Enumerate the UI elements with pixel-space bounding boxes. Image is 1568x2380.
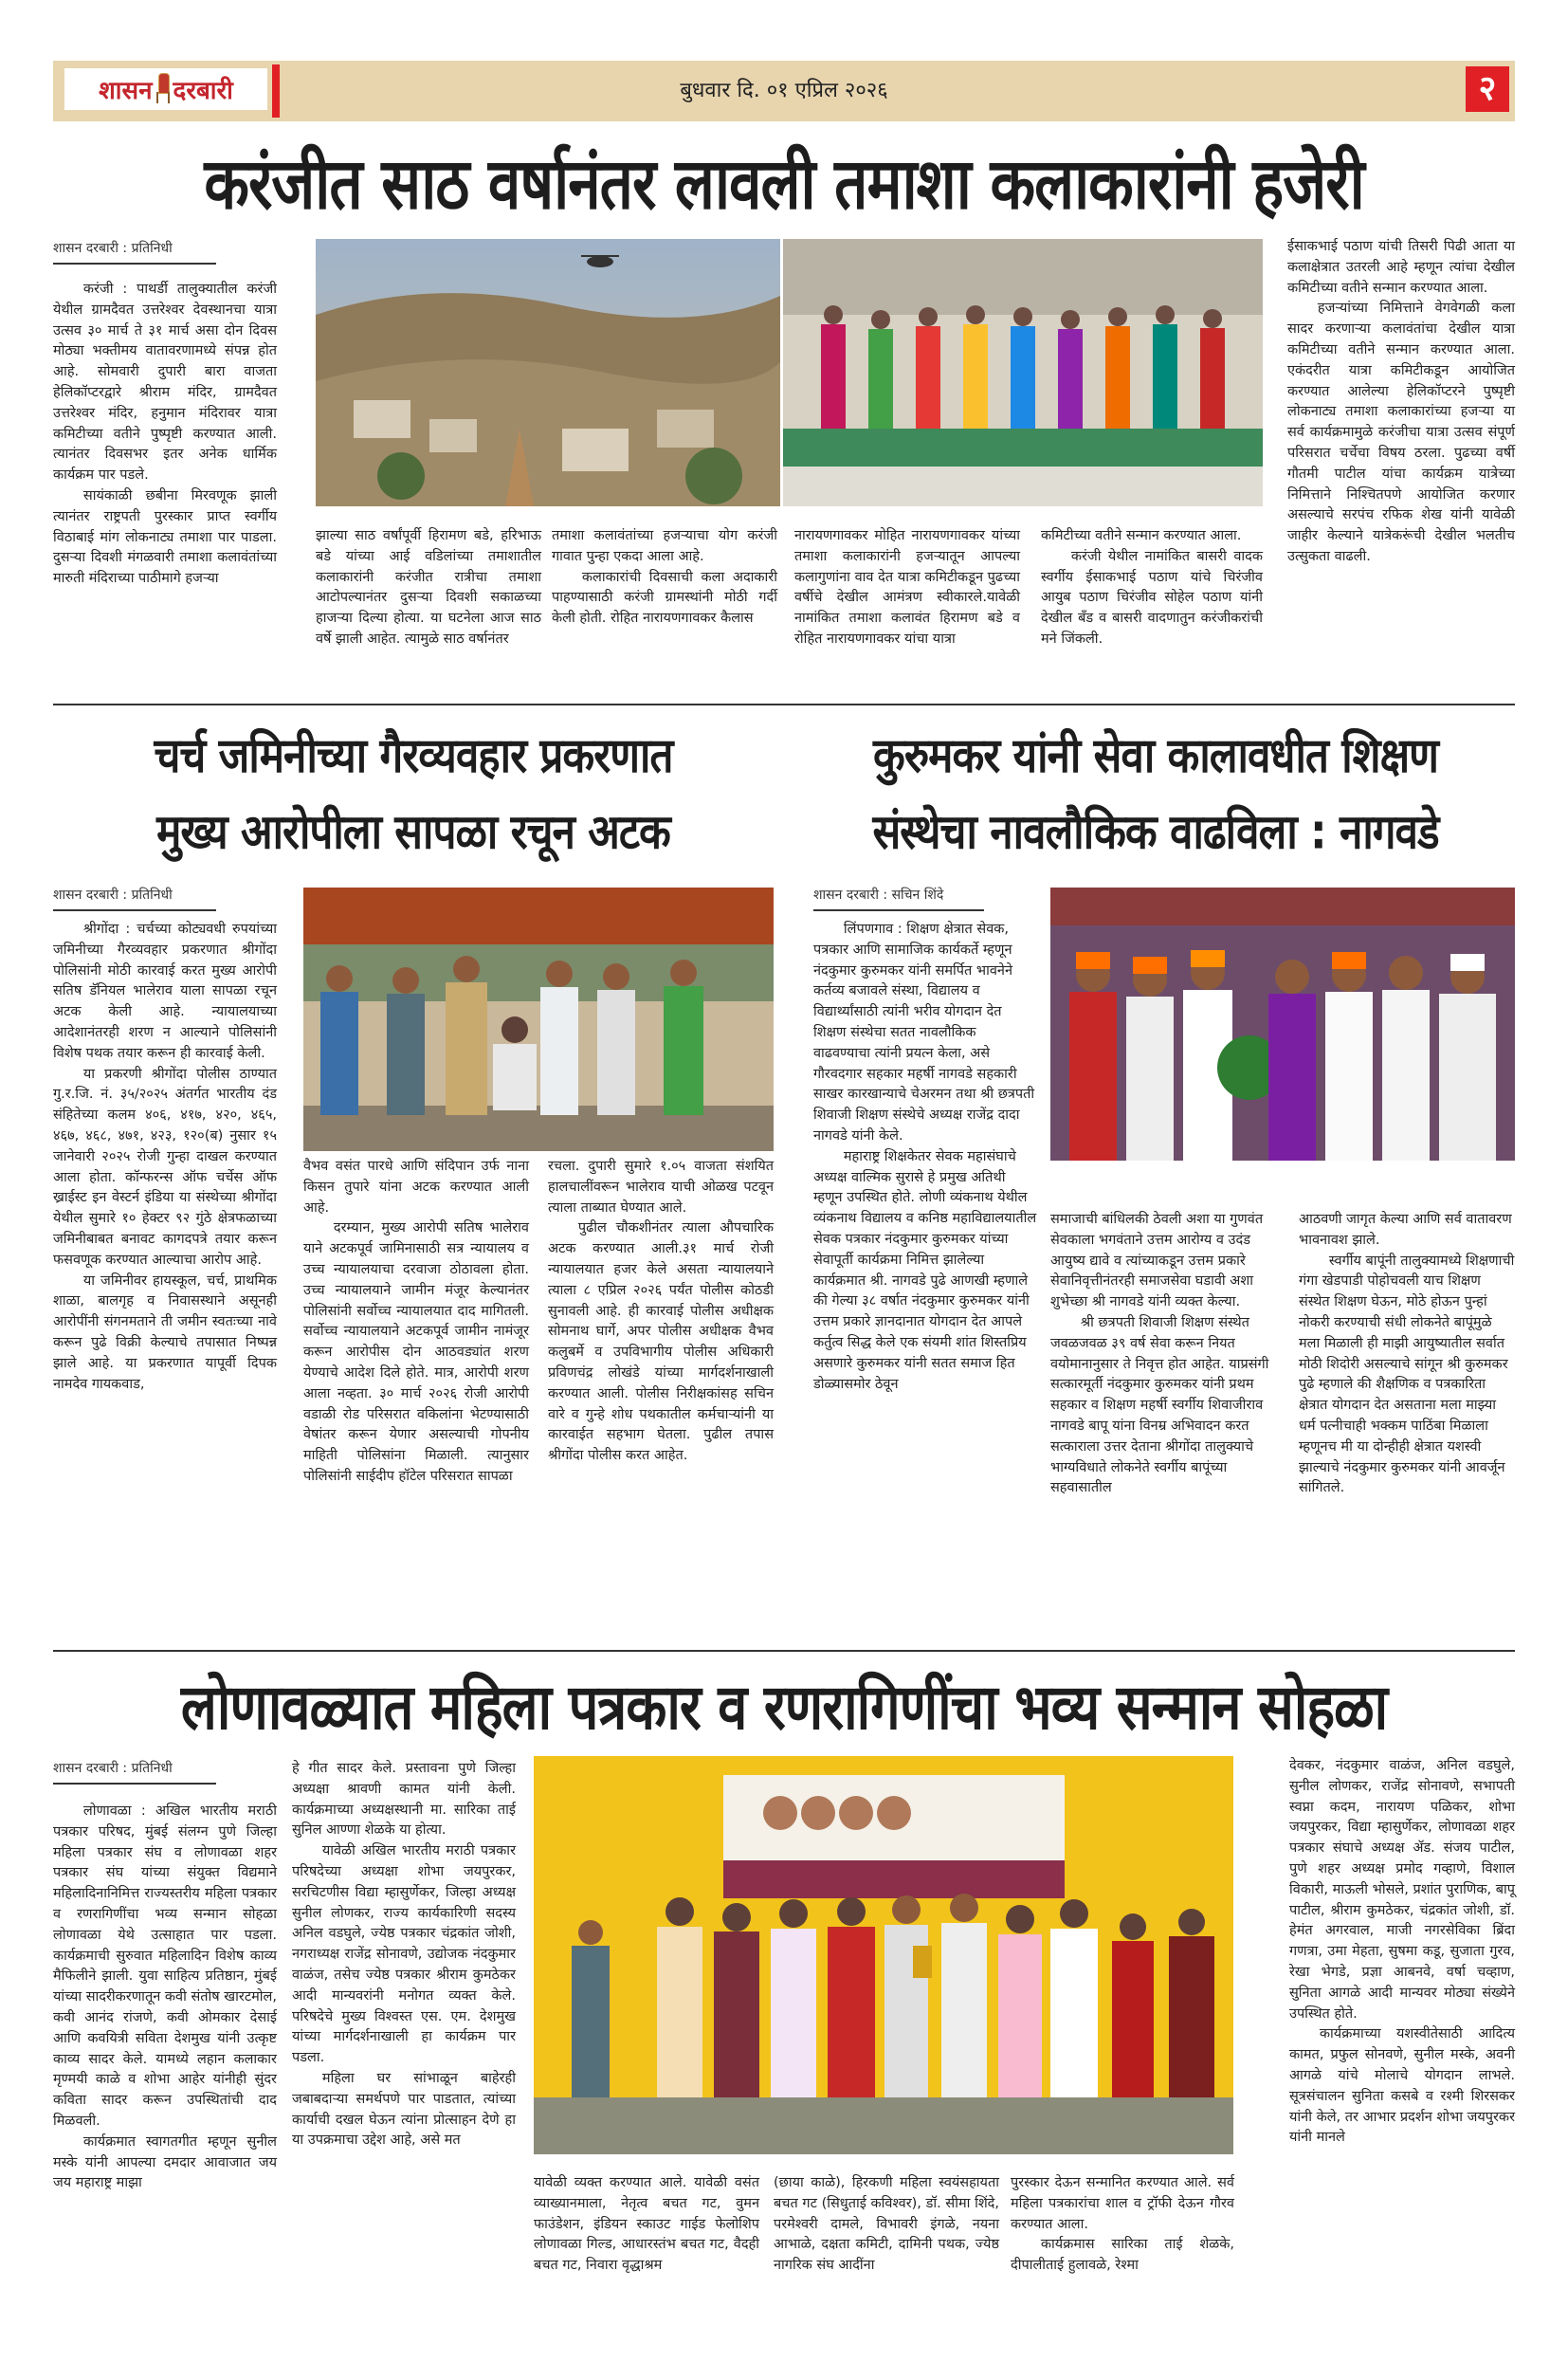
story4-col-2 — [292, 1759, 516, 2151]
paragraph: कार्यक्रमाच्या यशस्वीतेसाठी आदित्य कामत, प्रफुल सोनवणे, सुनील मस्के, अवनी आगळे यांचे मोलाचे योगदान लाभले. सूत्रसंचालन सुनिता कसबे व रश्मी शिरसकर यांनी केले, तर आभार प्रदर्शन शोभा जयपुरकर यांनी मानले — [1289, 2026, 1515, 2146]
headline-line: कुरुमकर यांनी सेवा कालावधीत शिक्षण — [873, 727, 1438, 784]
paragraph: या जमिनीवर हायस्कूल, चर्च, प्राथमिक शाळा, बालगृह व निवासस्थाने असूनही आरोपींनी संगनमताने ती जमीन स्वतःच्या नावे करून पुढे विक्री केल्याचे तपासात निष्पन्न झाले आहे. या प्रकरणात यापूर्वी दिपक नामदेव गायकवाड, — [53, 1272, 277, 1392]
tamasha-dancers-photo — [783, 239, 1263, 506]
paragraph: यावेळी अखिल भारतीय मराठी पत्रकार परिषदेच्या अध्यक्षा शोभा जयपुरकर, सरचिटणीस विद्या म्हासुर्णेकर, जिल्हा अध्यक्ष सुनील लोणकर, राज्य कार्यकारिणी सदस्य अनिल वडघुले, ज्येष्ठ पत्रकार चंद्रकांत जोशी, नगराध्यक्ष राजेंद्र सोनावणे, उद्योजक नंदकुमार वाळंज, तसेच ज्येष्ठ पत्रकार श्रीराम कुमठेकर आदी मान्यवरांनी मनोगत व्यक्त केले. परिषदेचे मुख्य विश्वस्त एस. एम. देशमुख यांच्या मार्गदर्शनाखाली हा कार्यक्रम पार पडला. — [292, 1843, 516, 2066]
section-divider — [53, 704, 1515, 705]
story2-col-2 — [303, 1157, 529, 1488]
story3-col-1 — [813, 920, 1037, 1395]
paragraph: ईसाकभाई पठाण यांची तिसरी पिढी आता या कलाक्षेत्रात उतरली आहे म्हणून त्यांचा देखील कमिटीच्या वतीने सन्मान करण्यात आला. — [1287, 239, 1515, 296]
paragraph: झाल्या साठ वर्षांपूर्वी हिरामण बडे, हरिभाऊ बडे यांच्या आई वडिलांच्या तमाशातील कलाकारांनी करंजीत रात्रीचा तमाशा आटोपल्यानंतर दुसऱ्या दिवशी सकाळच्या हाजऱ्या दिल्या होत्या. या घटनेला आज साठ वर्षे झाली आहेत. त्यामुळे साठ वर्षानंतर — [316, 528, 541, 647]
story1-col-5 — [1041, 526, 1263, 650]
story2-col-1 — [53, 920, 277, 1395]
story1-byline: शासन दरबारी : प्रतिनिधी — [53, 239, 216, 265]
story2-photo — [303, 888, 774, 1151]
story4-col-4 — [774, 2173, 999, 2277]
paragraph: करंजी : पाथर्डी तालुक्यातील करंजी येथील ग्रामदैवत उत्तरेश्वर देवस्थानचा यात्रा उत्सव ३० मार्च ते ३१ मार्च असा दोन दिवस मोठ्या भक्तीमय वातावरणामध्ये संपन्न होत आहे. सोमवारी दुपारी बारा वाजता हेलिकॉप्टरद्वारे श्रीराम मंदिर, ग्रामदैवत उत्तरेश्वर मंदिर, हनुमान मंदिरावर यात्रा कमिटीच्या वतीने पुष्पृष्टी करण्यात आली. त्यानंतर दिवसभर इतर अनेक धार्मिक कार्यक्रम पार पडले. — [53, 282, 277, 484]
story1-headline: करंजीत साठ वर्षानंतर लावली तमाशा कलाकारांनी हजेरी — [204, 142, 1364, 226]
paragraph: दरम्यान, मुख्य आरोपी सतिष भालेराव याने अटकपूर्व जामिनासाठी सत्र न्यायालय व उच्च न्यायालयाचा दरवाजा ठोठावला होता. उच्च न्यायालयाने जामीन मंजूर केल्यानंतर पोलिसांनी सर्वोच्च न्यायालयात दाद मागितली. सर्वोच्च न्यायालयाने अटकपूर्व जामीन नामंजूर करून आरोपीस दोन आठवड्यांत शरण येण्याचे आदेश दिले होते. मात्र, आरोपी शरण आला नव्हता. ३० मार्च २०२६ रोजी आरोपी वडाळी रोड परिसरात वकिलांना भेटण्यासाठी वेषांतर करून येणार असल्याची गोपनीय माहिती पोलिसांना मिळाली. त्यानुसार पोलिसांनी साईदीप हॉटेल परिसरात सापळा — [303, 1220, 529, 1484]
story3-headline — [796, 719, 1515, 871]
paragraph: सायंकाळी छबीना मिरवणूक झाली त्यानंतर राष्ट्रपती पुरस्कार प्राप्त स्वर्गीय विठाबाई मांग लोकनाट्य तमाशा पार पाडला. दुसऱ्या दिवशी मंगळवारी तमाशा कलावंतांच्या मारुती मंदिराच्या पाठीमागे हजऱ्या — [53, 487, 277, 587]
story4-col-1 — [53, 1802, 277, 2194]
paragraph: पुरस्कार देऊन सन्मानित करण्यात आले. सर्व महिला पत्रकारांचा शाल व ट्रॉफी देऊन गौरव करण्यात आला. — [1011, 2175, 1234, 2232]
paragraph: रचला. दुपारी सुमारे १.०५ वाजता संशयित हालचालींवरून भालेराव याची ओळख पटवून त्याला ताब्यात घेण्यात आले. — [548, 1159, 774, 1216]
paragraph: श्री छत्रपती शिवाजी शिक्षण संस्थेत जवळजवळ ३९ वर्ष सेवा करून नियत वयोमानानुसार ते निवृत्त होत आहेत. याप्रसंगी सत्कारमूर्ती नंदकुमार कुरुमकर यांनी प्रथम सहकार व शिक्षण महर्षी स्वर्गीय शिवाजीराव नागवडे बापू यांना विनम्र अभिवादन करत सत्काराला उत्तर देताना श्रीगोंदा तालुक्याचे भाग्यविधाते लोकनेते स्वर्गीय बापूंच्या सहवासातील — [1050, 1314, 1269, 1496]
paragraph: हे गीत सादर केले. प्रस्तावना पुणे जिल्हा अध्यक्षा श्रावणी कामत यांनी केली. कार्यक्रमाच्या अध्यक्षस्थानी मा. सारिका ताई सुनिल आण्णा शेळके या होत्या. — [292, 1761, 516, 1839]
police-team-with-accused-photo — [303, 888, 774, 1151]
headline-line: मुख्य आरोपीला सापळा रचून अटक — [156, 804, 670, 860]
story1-col-6 — [1287, 237, 1515, 568]
story1-col-4 — [794, 526, 1020, 650]
paragraph: तमाशा कलावंतांच्या हजऱ्याचा योग करंजी गावात पुन्हा एकदा आला आहे. — [552, 528, 777, 564]
story2-byline: शासन दरबारी : प्रतिनिधी — [53, 886, 216, 911]
headline-line: चर्च जमिनीच्या गैरव्यवहार प्रकरणात — [154, 727, 673, 784]
story1-col-3 — [552, 526, 777, 630]
story1-col-2 — [316, 526, 541, 650]
story1-photo-left — [316, 239, 780, 506]
story3-byline: शासन दरबारी : सचिन शिंदे — [813, 886, 984, 911]
story4-photo — [534, 1756, 1233, 2154]
paragraph: कलाकारांची दिवसाची कला अदाकारी पाहण्यासाठी करंजी ग्रामस्थांनी मोठी गर्दी केली होती. रोहित नारायणगावकर कैलास — [552, 569, 777, 627]
logo-text-right: दरबारी — [173, 77, 233, 105]
story3-photo — [1050, 888, 1515, 1161]
story4-headline: लोणावळ्यात महिला पत्रकार व रणरागिणींचा भव्य सन्मान सोहळा — [180, 1671, 1388, 1745]
paragraph: लोणावळा : अखिल भारतीय मराठी पत्रकार परिषद, मुंबई संलग्न पुणे जिल्हा महिला पत्रकार संघ व लोणावळा शहर पत्रकार संघ यांच्या संयुक्त विद्यमाने महिलादिनानिमित्त राज्यस्तरीय महिला पत्रकार व रणरागिणींचा भव्य सन्मान सोहळा लोणावळा येथे उत्साहात पार पडला. कार्यक्रमाची सुरुवात महिलादिन विशेष काव्य मैफिलीने झाली. युवा साहित्य प्रतिष्ठान, मुंबई यांच्या सादरीकरणातून कवी संतोष खारटमोल, कवी आनंद रांजणे, कवी ओमकार देसाई आणि कवयित्री सविता देशमुख यांनी उत्कृष्ट काव्य सादर केले. यामध्ये लहान कलाकार मृण्मयी काळे व शोभा आहेर यांनीही सुंदर कविता सादर करून उपस्थितांची दाद मिळवली. — [53, 1803, 277, 2129]
paragraph: यावेळी व्यक्त करण्यात आले. यावेळी वसंत व्याख्यानमाला, नेतृत्व बचत गट, वुमन फाउंडेशन, इंडियन स्काउट गाईड फेलोशिप लोणावळा गिल्ड, आधारस्तंभ बचत गट, वैदही बचत गट, निवारा वृद्धाश्रम — [534, 2175, 759, 2274]
paragraph: लिंपणगाव : शिक्षण क्षेत्रात सेवक, पत्रकार आणि सामाजिक कार्यकर्ते म्हणून नंदकुमार कुरुमकर यांनी समर्पित भावनेने कर्तव्य बजावले संस्था, विद्यालय व विद्यार्थ्यांसाठी त्यांनी भरीव योगदान देत शिक्षण संस्थेचा सतत नावलौकिक वाढवण्याचा त्यांनी प्रयत्न केला, असे गौरवदगार सहकार महर्षी नागवडे सहकारी साखर कारखान्याचे चेअरमन तथा श्री छत्रपती शिवाजी शिक्षण संस्थेचे अध्यक्ष राजेंद्र दादा नागवडे यांनी केले. — [813, 922, 1035, 1144]
paragraph: कार्यक्रमास सारिका ताई शेळके, दीपालीताई हुलावळे, रेश्मा — [1011, 2237, 1234, 2274]
story2-headline — [53, 719, 774, 871]
paragraph: पुढील चौकशीनंतर त्याला औपचारिक अटक करण्यात आली.३१ मार्च रोजी न्यायालयात हजर केले असता न्यायालयाने त्याला ८ एप्रिल २०२६ पर्यंत पोलीस कोठडी सुनावली आहे. ही कारवाई पोलीस अधीक्षक सोमनाथ घार्गे, अपर पोलीस अधीक्षक वैभव कलुबर्मे व उपविभागीय पोलीस अधिकारी प्रविणचंद्र लोखंडे यांच्या मार्गदर्शनाखाली करण्यात आली. पोलीस निरीक्षकांसह सचिन वारे व गुन्हे शोध पथकातील कर्मचाऱ्यांनी या कारवाईत सहभाग घेतला. पुढील तपास श्रीगोंदा पोलीस करत आहेत. — [548, 1220, 774, 1464]
story1-col-1 — [53, 280, 277, 590]
paragraph: समाजाची बांधिलकी ठेवली अशा या गुणवंत सेवकाला भगवंताने उत्तम आरोग्य व उदंड आयुष्य द्यावे व त्यांच्याकडून उत्तम प्रकारे सेवानिवृत्तीनंतरही समाजसेवा घडावी अशा शुभेच्छा श्री नागवडे यांनी व्यक्त केल्या. — [1050, 1212, 1264, 1310]
paragraph: या प्रकरणी श्रीगोंदा पोलीस ठाण्यात गु.र.जि. नं. ३५/२०२५ अंतर्गत भारतीय दंड संहितेच्या कलम ४०६, ४१७, ४२०, ४६५, ४६७, ४६८, ४७१, ४२३, १२०(ब) नुसार १५ जानेवारी २०२५ रोजी गुन्हा दाखल करण्यात आला होता. कॉन्फरन्स ऑफ चर्चेस ऑफ ख्राईस्ट इन वेस्टर्न इंडिया या संस्थेच्या श्रीगोंदा येथील सुमारे १० हेक्टर ९२ गुंठे क्षेत्रफळाच्या जमिनीबाबत बनावट कागदपत्रे तयार करून फसवणूक करण्यात आल्याचा आरोप आहे. — [53, 1066, 277, 1268]
story3-col-2 — [1050, 1210, 1270, 1499]
story3-col-3 — [1299, 1210, 1515, 1499]
story4-col-6 — [1289, 1756, 1515, 2149]
masthead — [53, 61, 1515, 121]
story4-col-5 — [1011, 2173, 1234, 2277]
helicopter-over-village-photo — [316, 239, 780, 506]
story1-photo-right — [783, 239, 1263, 506]
paragraph: देवकर, नंदकुमार वाळंज, अनिल वडघुले, सुनील लोणकर, राजेंद्र सोनावणे, सभापती स्वप्ना कदम, नारायण पळिकर, शोभा जयपुरकर, विद्या म्हासुर्णेकर, लोणावळा शहर पत्रकार संघाचे अध्यक्ष ॲड. संजय पाटील, पुणे शहर अध्यक्ष प्रमोद गव्हाणे, विशाल विकारी, माऊली भोसले, प्रशांत पुराणिक, बापू पाटील, श्रीराम कुमठेकर, चंद्रकांत जोशी, डॉ. हेमंत अगरवाल, माजी नगरसेविका ब्रिंदा गणत्रा, उमा मेहता, सुषमा कडू, सुजाता गुरव, रेखा भेगडे, प्रज्ञा आबनवे, वर्षा चव्हाण, सुनिता आगळे आदी मान्यवर मोठ्या संख्येने उपस्थित होते. — [1289, 1758, 1515, 2022]
paragraph: महाराष्ट्र शिक्षकेतर सेवक महासंघाचे अध्यक्ष वाल्मिक सुरासे हे प्रमुख अतिथी म्हणून उपस्थित होते. लोणी व्यंकनाथ येथील व्यंकनाथ विद्यालय व कनिष्ठ महाविद्यालयातील सेवक पत्रकार नंदकुमार कुरुमकर यांच्या सेवापूर्ती कार्यक्रमा निमित्त झालेल्या कार्यक्रमात श्री. नागवडे पुढे आणखी म्हणाले की गेल्या ३८ वर्षात नंदकुमार कुरुमकर यांनी उत्तम प्रकारे ज्ञानदानात योगदान देत आपले कर्तुत्व सिद्ध केले एक संयमी शांत शिस्तप्रिय असणारे कुरुमकर यांनी सतत समाज हित डोळ्यासमोर ठेवून — [813, 1148, 1037, 1392]
paragraph: श्रीगोंदा : चर्चच्या कोट्यवधी रुपयांच्या जमिनीच्या गैरव्यवहार प्रकरणात श्रीगोंदा पोलिसांनी मोठी कारवाई करत मुख्य आरोपी सतिष डॅनियल भालेराव याला सापळा रचून अटक केली आहे. न्यायालयाच्या आदेशानंतरही शरण न आल्याने पोलिसांनी विशेष पथक तयार करून ही कारवाई केली. — [53, 922, 277, 1061]
felicitation-ceremony-photo — [1050, 888, 1515, 1161]
headline-line: संस्थेचा नावलौकिक वाढविला : नागवडे — [872, 804, 1439, 860]
paragraph: कमिटीच्या वतीने सन्मान करण्यात आला. — [1041, 528, 1242, 543]
paragraph: हजऱ्यांच्या निमित्ताने वेगवेगळी कला सादर करणाऱ्या कलावंतांचा देखील यात्रा कमिटीच्या वतीने सन्मान करण्यात आला. एकंदरीत यात्रा कमिटीकडून आयोजित करण्यात आलेल्या हेलिकॉप्टरने पुष्पृष्टी लोकनाट्य तमाशा कलाकारांच्या हजऱ्या या सर्व कार्यक्रमामुळे करंजीचा यात्रा उत्सव संपूर्ण परिसरात चर्चेचा विषय ठरला. पुढच्या वर्षी गौतमी पाटील यांचा कार्यक्रम यात्रेच्या निमित्ताने निश्चितपणे आयोजित करणार असल्याचे सरपंच रफिक शेख यांनी यावेळी जाहीर केल्याने यात्रेकरूंची देखील भलतीच उत्सुकता वाढली. — [1287, 301, 1515, 564]
paragraph: वैभव वसंत पारधे आणि संदिपान उर्फ नाना किसन तुपारे यांना अटक करण्यात आली आहे. — [303, 1159, 529, 1216]
story2-col-3 — [548, 1157, 774, 1467]
story4-col-3 — [534, 2173, 759, 2277]
paragraph: कार्यक्रमात स्वागतगीत म्हणून सुनील मस्के यांनी आपल्या दमदार आवाजात जय जय महाराष्ट्र माझा — [53, 2133, 277, 2191]
paragraph: नारायणगावकर मोहित नारायणगावकर यांच्या तमाशा कलाकारांनी हजऱ्यातून आपल्या कलागुणांना वाव देत यात्रा कमिटीकडून पुढच्या वर्षीचे देखील आमंत्रण स्वीकारले.यावेळी नामांकित तमाशा कलावंत हिरामण बडे व रोहित नारायणगावकर यांचा यात्रा — [794, 528, 1020, 647]
story4-byline: शासन दरबारी : प्रतिनिधी — [53, 1759, 216, 1785]
section-divider — [53, 1650, 1515, 1652]
women-journalists-award-ceremony-photo — [534, 1756, 1233, 2154]
dateline: बुधवार दि. ०१ एप्रिल २०२६ — [680, 79, 888, 102]
paragraph: (छाया काळे), हिरकणी महिला स्वयंसहायता बचत गट (सिधुताई कविश्वर), डॉ. सीमा शिंदे, परमेश्वरी दामले, विभावरी इंगळे, नयना आभाळे, दक्षता कमिटी, दामिनी पथक, ज्येष्ठ नागरिक संघ आदींना — [774, 2175, 999, 2274]
paragraph: करंजी येथील नामांकित बासरी वादक स्वर्गीय ईसाकभाई पठाण यांचे चिरंजीव आयुब पठाण चिरंजीव सोहेल पठाण यांनी देखील बँड व बासरी वादणातुन करंजीकरांची मने जिंकली. — [1041, 548, 1263, 647]
paragraph: आठवणी जागृत केल्या आणि सर्व वातावरण भावनावश झाले. — [1299, 1212, 1512, 1248]
logo-text-left: शासन — [99, 77, 153, 105]
page-number: २ — [1466, 66, 1509, 112]
paragraph: स्वर्गीय बापूंनी तालुक्यामध्ये शिक्षणाची गंगा खेडपाडी पोहोचवली याच शिक्षण संस्थेत शिक्षण घेऊन, मोठे होऊन पुन्हां नोकरी करण्याची संधी लोकनेते बापूंमुळे मला मिळाली ही माझी आयुष्यातील सर्वात मोठी शिदोरी असल्याचे सांगून श्री कुरुमकर पुढे म्हणाले की शैक्षणिक व पत्रकारिता क्षेत्रात योगदान देत असताना मला माझ्या धर्म पत्नीचाही भक्कम पाठिंबा मिळाला म्हणूनच मी या दोन्हीही क्षेत्रात यशस्वी झाल्याचे नंदकुमार कुरुमकर यांनी आवर्जून सांगितले. — [1299, 1253, 1515, 1496]
paragraph: महिला घर सांभाळून बाहेरही जबाबदाऱ्या समर्थपणे पार पाडतात, त्यांच्या कार्याची दखल घेऊन त्यांना प्रोत्साहन देणे हा या उपक्रमाचा उद्देश आहे, असे मत — [292, 2070, 516, 2149]
